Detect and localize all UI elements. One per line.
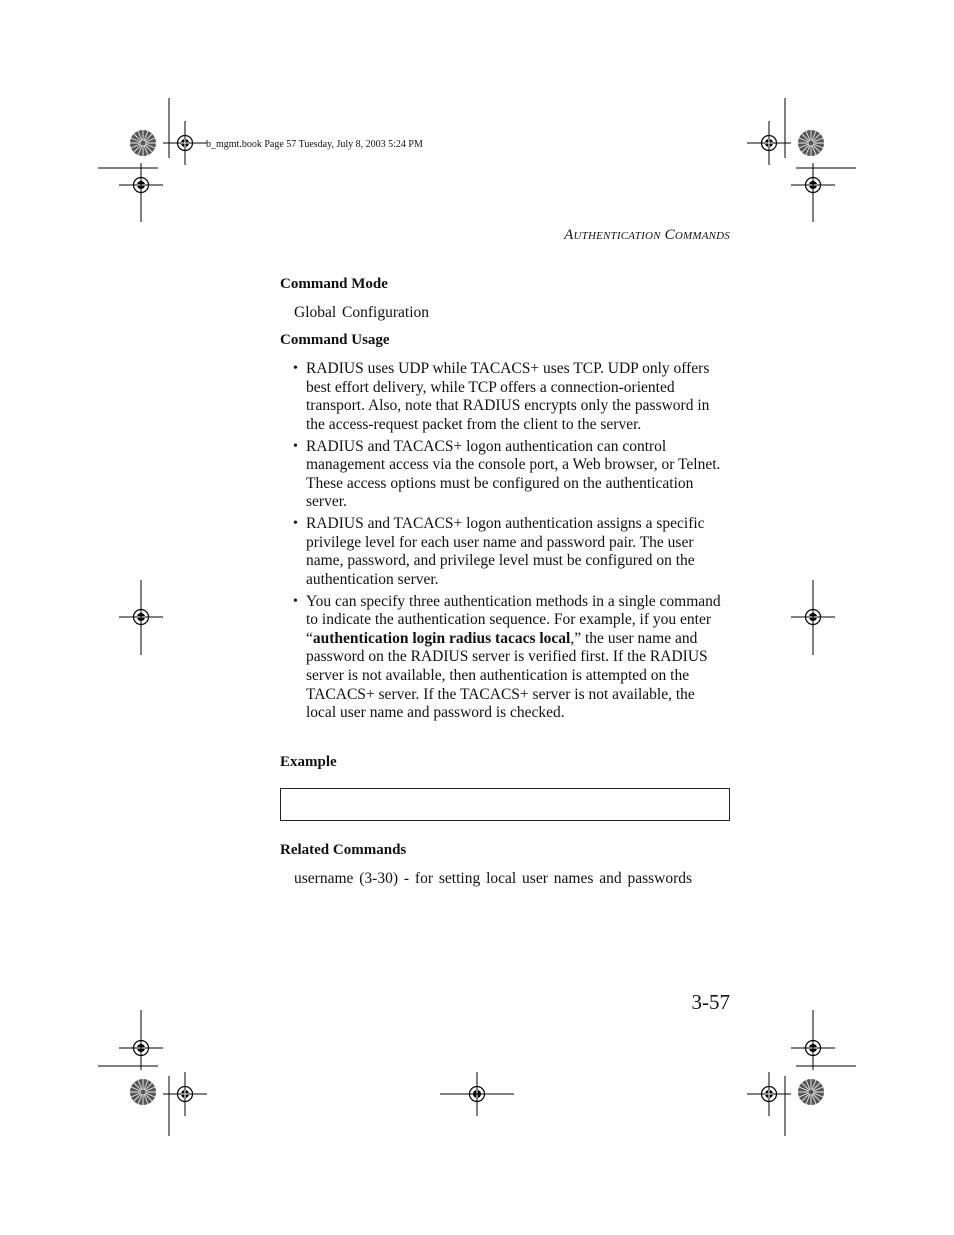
command-usage-list: [293, 360, 728, 726]
registration-star-icon: [130, 1079, 156, 1105]
related-commands-text: username (3-30) - for setting local user names and passwords: [294, 870, 693, 887]
running-head-smallcaps: UTHENTICATION: [573, 230, 661, 242]
list-item-text: RADIUS uses UDP while TACACS+ uses TCP. UDP only offers best effort delivery, while TCP offers a connection-oriented transport. Also, note that RADIUS encrypts only the password in the access-request packet from the client to the server.: [306, 360, 710, 433]
bullet-icon: •: [293, 593, 298, 609]
registration-star-icon: [798, 1079, 824, 1105]
crosshair-mark-icon: [747, 121, 791, 165]
list-item: [293, 437, 728, 512]
list-item-text: You can specify three authentication methods in a single command to indicate the authentication sequence. For example, if you enter “: [306, 592, 721, 647]
list-item-text: RADIUS and TACACS+ logon authentication assigns a specific privilege level for each user name and password pair. The user name, password, and privilege level must be configured on the authentication server.: [306, 515, 705, 588]
running-head: [450, 227, 730, 244]
example-box: [280, 788, 730, 821]
crosshair-mark-icon: [163, 121, 207, 165]
command-mode-text: Global Configuration: [294, 304, 430, 321]
crosshair-mark-icon: [747, 1072, 791, 1116]
list-item: [293, 360, 728, 434]
list-item-text: ,” the user name and password on the RADIUS server is verified first. If the RADIUS server is not available, then authentication is attempted on the TACACS+ server. If the TACACS+ server is not available, the local user name and password is checked.: [306, 629, 708, 722]
command-mode-heading: Command Mode: [280, 276, 388, 292]
bullet-icon: •: [293, 438, 298, 454]
example-heading: Example: [280, 754, 337, 770]
bullet-icon: •: [293, 361, 298, 376]
running-head-smallcaps: OMMANDS: [674, 230, 730, 242]
page-number: 3-57: [691, 990, 730, 1014]
running-head-cap: C: [664, 227, 675, 243]
print-slug: b_mgmt.book Page 57 Tuesday, July 8, 2003 5:24 PM: [206, 139, 423, 150]
running-head-cap: A: [564, 227, 574, 243]
command-example-inline: authentication login radius tacacs local: [312, 629, 571, 647]
crosshair-mark-icon: [163, 1072, 207, 1116]
related-commands-heading: Related Commands: [280, 842, 407, 858]
list-item: [293, 592, 728, 723]
registration-star-icon: [130, 130, 156, 156]
registration-star-icon: [798, 130, 824, 156]
command-usage-heading: Command Usage: [280, 332, 390, 348]
list-item-text: RADIUS and TACACS+ logon authentication can control management access via the console port, a Web browser, or Telnet. These access options must be configured on the authentication server.: [306, 437, 721, 511]
bullet-icon: •: [293, 516, 298, 532]
list-item: [293, 515, 728, 589]
